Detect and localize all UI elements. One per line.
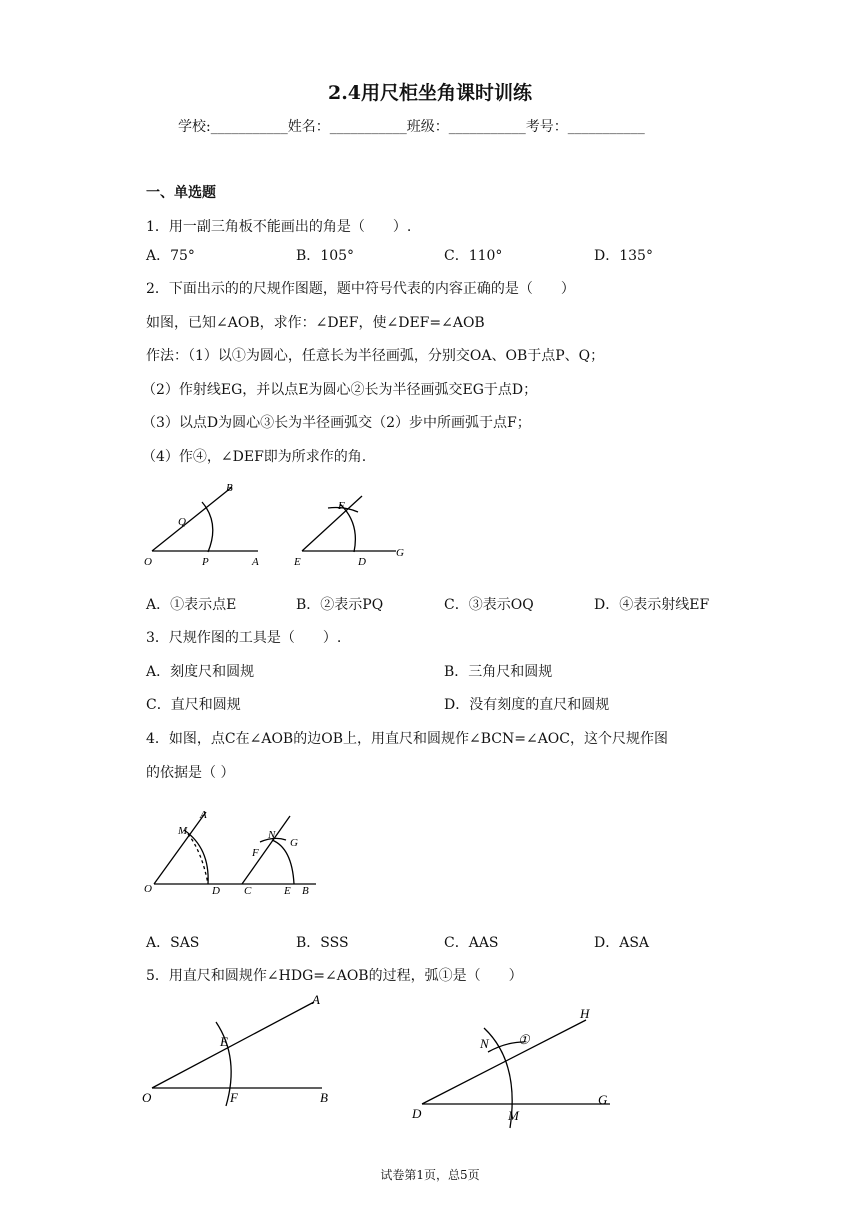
fig5-label-b: B bbox=[320, 1090, 328, 1105]
fig4-label-o: O bbox=[144, 883, 152, 895]
q4-option-a: A．SAS bbox=[146, 935, 200, 951]
fig5-label-f: F bbox=[230, 1090, 238, 1105]
q1-option-b: B．105° bbox=[296, 248, 355, 264]
q2-option-c: C．③表示OQ bbox=[444, 597, 534, 613]
fig2-label-g: G bbox=[396, 547, 404, 559]
fig4-label-e: E bbox=[284, 885, 291, 897]
fig5-label-h: H bbox=[580, 1006, 590, 1021]
q3-stem: 3．尺规作图的工具是（ ）. bbox=[146, 630, 342, 646]
fig4-label-n: N bbox=[268, 829, 276, 841]
q2-figure bbox=[140, 478, 430, 573]
fig4-label-g: G bbox=[290, 837, 298, 849]
fig5-label-n: N bbox=[480, 1036, 489, 1051]
fig2-label-b: B bbox=[226, 482, 233, 494]
fig5-label-a: A bbox=[312, 992, 320, 1007]
fig5-label-e: E bbox=[220, 1034, 228, 1049]
q2-option-b: B．②表示PQ bbox=[296, 597, 384, 613]
fig4-label-a: A bbox=[200, 809, 207, 821]
q2-option-d: D．④表示射线EF bbox=[594, 597, 710, 613]
fig2-label-a: A bbox=[252, 556, 259, 568]
fig4-label-d: D bbox=[212, 885, 220, 897]
q5-stem: 5．用直尺和圆规作∠HDG=∠AOB的过程，弧①是（ ） bbox=[146, 968, 523, 984]
q2-step1: 作法：（1）以①为圆心，任意长为半径画弧，分别交OA、OB于点P、Q； bbox=[146, 348, 605, 364]
q3-option-d: D．没有刻度的直尺和圆规 bbox=[444, 697, 610, 713]
q1-option-a: A．75° bbox=[146, 248, 195, 264]
fig2-label-q: Q bbox=[178, 516, 186, 528]
fig4-label-f: F bbox=[252, 847, 259, 859]
fig4-label-m: M bbox=[178, 825, 188, 837]
q5-figure bbox=[136, 990, 626, 1140]
q4-option-b: B．SSS bbox=[296, 935, 349, 951]
q1-stem: 1．用一副三角板不能画出的角是（ ）. bbox=[146, 219, 412, 235]
q1-option-d: D．135° bbox=[594, 248, 653, 264]
q2-option-a: A．①表示点E bbox=[146, 597, 237, 613]
q4-option-c: C．AAS bbox=[444, 935, 499, 951]
fig2-label-e: E bbox=[294, 556, 301, 568]
q4-option-d: D．ASA bbox=[594, 935, 650, 951]
student-info-line: 学校:___________姓名：___________班级：___________考号：___________ bbox=[178, 119, 645, 135]
q4-figure bbox=[140, 800, 330, 900]
q1-option-c: C．110° bbox=[444, 248, 503, 264]
q4-stem-line2: 的依据是（ ） bbox=[146, 765, 235, 781]
q3-option-a: A．刻度尺和圆规 bbox=[146, 664, 255, 680]
section-heading: 一、单选题 bbox=[146, 185, 216, 201]
fig2-label-p: P bbox=[202, 556, 209, 568]
q2-stem: 2．下面出示的的尺规作图题，题中符号代表的内容正确的是（ ） bbox=[146, 281, 575, 297]
fig5-label-m: M bbox=[508, 1108, 519, 1123]
fig5-label-g: G bbox=[598, 1092, 608, 1107]
fig4-label-b: B bbox=[302, 885, 309, 897]
fig5-label-d: D bbox=[412, 1106, 422, 1121]
fig5-arc-label-1: ① bbox=[518, 1032, 530, 1047]
page-footer: 试卷第1页，总5页 bbox=[380, 1168, 480, 1182]
q2-given: 如图，已知∠AOB，求作：∠DEF，使∠DEF=∠AOB bbox=[146, 315, 485, 331]
q4-stem-line1: 4．如图，点C在∠AOB的边OB上，用直尺和圆规作∠BCN=∠AOC，这个尺规作图 bbox=[146, 731, 668, 747]
page-title: 2.4用尺柜坐角课时训练 bbox=[327, 82, 533, 104]
q2-step4: （4）作④，∠DEF即为所求作的角. bbox=[142, 449, 367, 465]
fig2-label-f: F bbox=[338, 500, 345, 512]
fig2-label-d: D bbox=[358, 556, 366, 568]
fig5-label-o: O bbox=[142, 1090, 152, 1105]
fig4-label-c: C bbox=[244, 885, 252, 897]
fig2-label-o: O bbox=[144, 556, 152, 568]
q3-option-c: C．直尺和圆规 bbox=[146, 697, 241, 713]
q2-step2: （2）作射线EG，并以点E为圆心②长为半径画弧交EG于点D； bbox=[142, 382, 538, 398]
q3-option-b: B．三角尺和圆规 bbox=[444, 664, 553, 680]
q2-step3: （3）以点D为圆心③长为半径画弧交（2）步中所画弧于点F； bbox=[142, 415, 531, 431]
